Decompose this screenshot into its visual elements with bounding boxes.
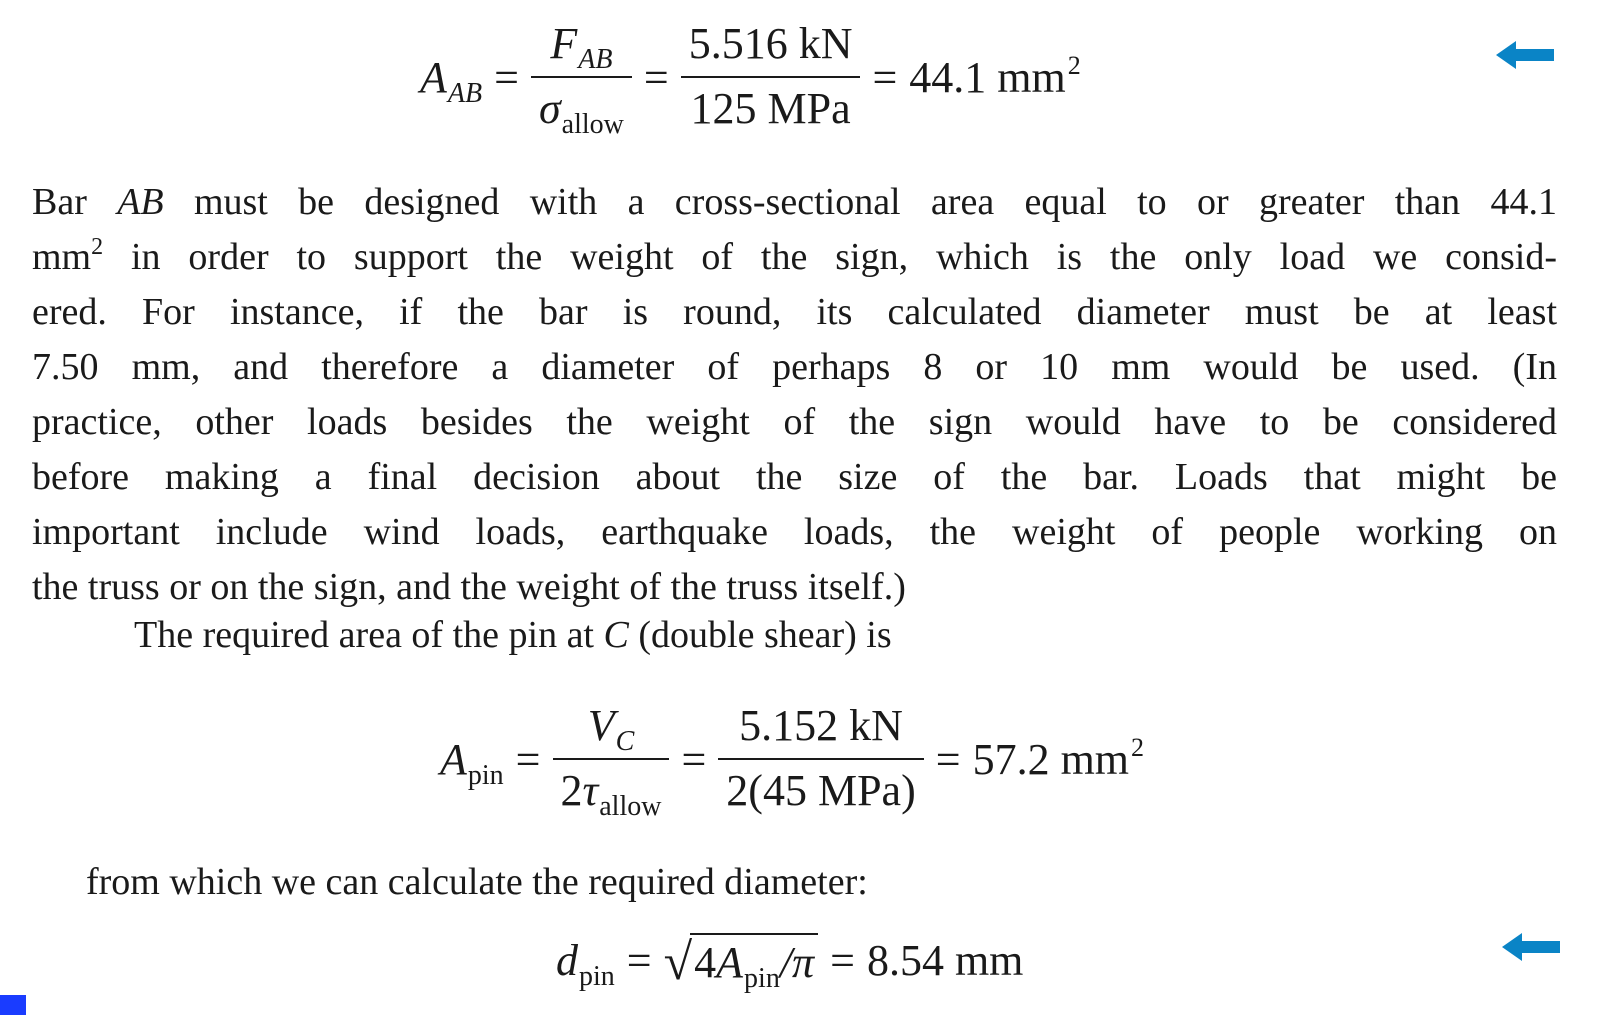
paragraph-pin-area (134, 608, 1534, 663)
paragraph-diameter-intro: from which we can calculate the required diameter: (86, 861, 868, 903)
fraction-bar (718, 758, 923, 760)
text-run: (double shear) is (628, 614, 892, 656)
label-ab: AB (117, 181, 164, 223)
text-line: before making a final decision about the size of the bar. Loads that might be (32, 456, 1557, 498)
subscript-allow: allow (599, 791, 662, 822)
corner-marker (0, 995, 26, 1015)
fraction-numeric (681, 19, 861, 134)
variable-f: F (550, 19, 578, 69)
result-value: 44.1 mm (909, 52, 1066, 102)
label-c: C (603, 614, 629, 656)
text-run: in order to support the weight of the sign, which is the only load we consid- (103, 236, 1557, 278)
square-root (663, 931, 819, 994)
fraction-denominator: 2(45 MPa) (726, 766, 916, 815)
equation-result (909, 52, 1080, 103)
superscript-2: 2 (1067, 50, 1081, 80)
fraction-denominator (531, 84, 632, 140)
equation-lhs (420, 52, 483, 109)
equation-result (973, 734, 1144, 785)
radical-sign: √ (663, 933, 693, 991)
divide-by-pi: /π (779, 937, 815, 987)
coefficient: 4 (694, 937, 717, 987)
equation-diameter-pin (556, 920, 1023, 1000)
equation-area-ab (420, 12, 1081, 142)
equation-result: 8.54 mm (866, 935, 1024, 985)
variable-d: d (556, 935, 578, 985)
fraction-symbolic (531, 19, 632, 140)
subscript-pin: pin (744, 962, 780, 994)
equals-sign: = (626, 935, 652, 985)
variable-v: V (587, 701, 615, 751)
text-line: practice, other loads besides the weight of the sign would have to be considered (32, 401, 1557, 443)
subscript-allow: allow (561, 109, 624, 140)
text-line: the truss or on the sign, and the weight of the truss itself.) (32, 566, 906, 608)
variable-a: A (420, 52, 447, 102)
fraction-numerator (542, 19, 620, 76)
variable-a: A (440, 734, 467, 784)
subscript-c: C (615, 726, 635, 758)
text-line: ered. For instance, if the bar is round, its calculated diameter must be at least (32, 291, 1557, 333)
subscript-ab: AB (447, 77, 483, 109)
fraction-symbolic (553, 701, 670, 822)
text-line (32, 230, 1557, 285)
equals-sign: = (515, 734, 541, 784)
subscript-pin: pin (467, 759, 504, 791)
fraction-denominator: 125 MPa (690, 84, 851, 133)
text-run: must be designed with a cross-sectional area equal to or greater than 44.1 (163, 181, 1557, 223)
equals-sign: = (830, 935, 855, 985)
fraction-numerator (580, 701, 643, 758)
fraction-denominator (553, 766, 670, 822)
paragraph-bar-design (32, 175, 1557, 615)
fraction-bar (681, 76, 861, 78)
result-value: 57.2 mm (972, 734, 1130, 784)
superscript-2: 2 (1131, 732, 1145, 762)
variable-sigma: σ (538, 84, 561, 133)
fraction-bar (553, 758, 670, 760)
subscript-pin: pin (579, 960, 615, 992)
back-arrow-icon[interactable] (1500, 930, 1562, 964)
subscript-ab: AB (578, 44, 613, 76)
text-line: important include wind loads, earthquake loads, the weight of people working on (32, 511, 1557, 553)
variable-a: A (716, 937, 744, 987)
text-line (32, 175, 1557, 230)
back-arrow-icon[interactable] (1494, 38, 1556, 72)
fraction-numeric (718, 701, 923, 816)
equals-sign: = (872, 52, 898, 102)
equals-sign: = (643, 52, 669, 102)
equals-sign: = (935, 734, 961, 784)
equation-lhs (556, 935, 615, 992)
text-run: Bar (32, 181, 118, 223)
text-run: mm (32, 236, 92, 278)
coefficient: 2 (560, 766, 583, 815)
variable-tau: τ (582, 766, 599, 815)
equals-sign: = (681, 734, 707, 784)
text-line: 7.50 mm, and therefore a diameter of perhaps 8 or 10 mm would be used. (In (32, 346, 1557, 388)
equation-area-pin (440, 700, 1145, 822)
equals-sign: = (494, 52, 519, 102)
equation-lhs (440, 734, 504, 791)
fraction-numerator: 5.152 kN (739, 701, 903, 751)
fraction-numerator: 5.516 kN (688, 19, 853, 69)
superscript-2: 2 (91, 234, 104, 260)
text-run: The required area of the pin at (134, 614, 604, 656)
radicand (690, 933, 818, 994)
